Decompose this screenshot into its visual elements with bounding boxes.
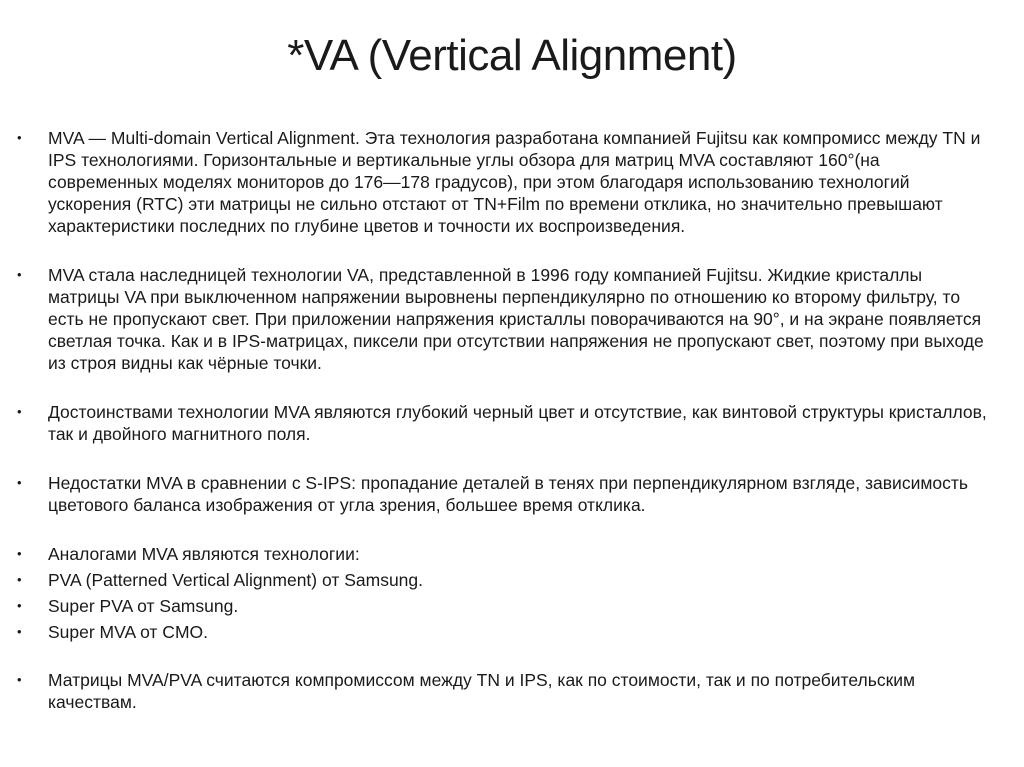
- bullet-text: MVA стала наследницей технологии VA, представленной в 1996 году компанией Fujitsu. Жидкие кристаллы матрицы VA при выключенном напряжении выровнены перпендикулярно по отношению ко второму фильтру, то есть не пропускают свет. При приложении напряжения кристаллы поворачиваются на 90°, и на экране появляется светлая точка. Как и в IPS-матрицах, пиксели при отсутствии напряжения не пропускают свет, поэтому при выходе из строя видны как чёрные точки.: [48, 264, 984, 373]
- bullet-text: Super MVA от CMO.: [48, 621, 208, 642]
- bullet-icon: •: [17, 266, 22, 282]
- list-item: [14, 595, 994, 617]
- bullet-text: PVA (Patterned Vertical Alignment) от Samsung.: [48, 569, 424, 590]
- bullet-icon: •: [17, 671, 22, 687]
- list-item: [14, 401, 994, 445]
- list-item: [14, 264, 994, 374]
- list-item: [14, 543, 994, 565]
- bullet-icon: •: [17, 597, 22, 613]
- list-item: [14, 127, 994, 237]
- page-title: *VA (Vertical Alignment): [287, 31, 737, 80]
- list-item: [14, 669, 994, 713]
- list-item: [14, 569, 994, 591]
- bullet-text: MVA — Multi-domain Vertical Alignment. Эта технология разработана компанией Fujitsu как компромисс между TN и IPS технологиями. Горизонтальные и вертикальные углы обзора для матриц MVA составляют 160°(на современных моделях мониторов до 176—178 градусов), при этом благодаря использованию технологий ускорения (RTC) эти матрицы не сильно отстают от TN+Film по времени отклика, но значительно превышают характеристики последних по глубине цветов и точности их воспроизведения.: [48, 127, 981, 236]
- bullet-icon: •: [17, 545, 22, 561]
- bullet-text: Аналогами MVA являются технологии:: [48, 543, 360, 564]
- bullet-list: [0, 127, 1024, 713]
- list-item: [14, 472, 994, 516]
- bullet-icon: •: [17, 129, 22, 145]
- bullet-text: Матрицы MVA/PVA считаются компромиссом между TN и IPS, как по стоимости, так и по потребительским качествам.: [48, 669, 916, 712]
- bullet-icon: •: [17, 474, 22, 490]
- bullet-text: Недостатки MVA в сравнении с S-IPS: пропадание деталей в тенях при перпендикулярном взгляде, зависимость цветового баланса изображения от угла зрения, большее время отклика.: [48, 472, 969, 515]
- list-item: [14, 621, 994, 643]
- bullet-text: Достоинствами технологии MVA являются глубокий черный цвет и отсутствие, как винтовой структуры кристаллов, так и двойного магнитного поля.: [48, 401, 987, 444]
- bullet-text: Super PVA от Samsung.: [48, 595, 239, 616]
- bullet-icon: •: [17, 623, 22, 639]
- bullet-icon: •: [17, 403, 22, 419]
- bullet-icon: •: [17, 571, 22, 587]
